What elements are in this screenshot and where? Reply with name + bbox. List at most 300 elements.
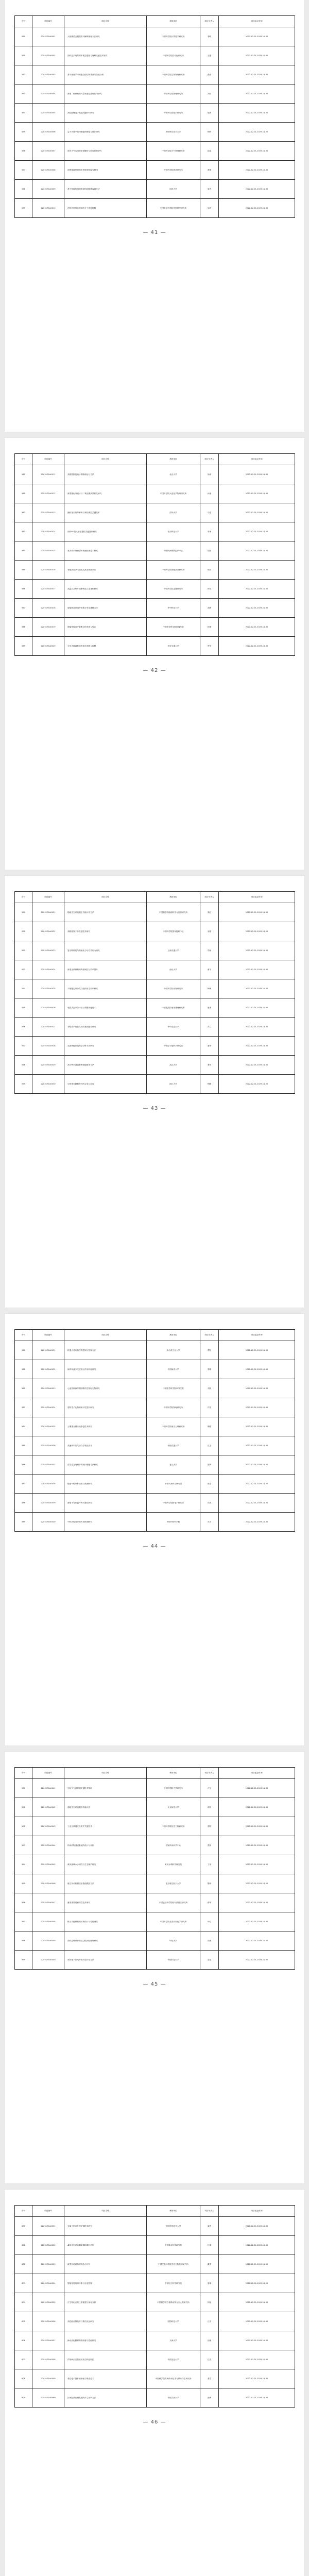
cell-unit: 中国电力科学研究院 [147, 2274, 200, 2293]
cell-seq: 570 [15, 903, 32, 922]
cell-code: 2203171A0011 [32, 465, 64, 484]
cell-unit: 中国科学院古脊椎动物与古人类研究所 [147, 2293, 200, 2312]
cell-period: 2022.12.01-2025.11.30 [219, 1037, 295, 1056]
cell-period: 2022.12.01-2025.11.30 [219, 903, 295, 922]
document-page [5, 438, 304, 870]
cell-title: 心血管疾病早期诊断的生物标志物研究 [64, 1379, 147, 1398]
cell-title: 肿瘤免疫治疗新靶点的发现与验证 [64, 618, 147, 637]
table-row [15, 522, 295, 541]
cell-title: 大规模语言模型的可解释推理方法研究 [64, 27, 147, 46]
cell-seq: 569 [15, 637, 32, 656]
table-header-row [15, 892, 295, 903]
cell-title: 高精度原子钟关键技术研究 [64, 922, 147, 941]
table-header-row [15, 454, 295, 465]
cell-unit: 中国科学院生物物理研究所 [147, 65, 200, 84]
cell-period: 2022.12.01-2025.11.30 [219, 1817, 295, 1836]
header-period: 项目起止时间 [219, 892, 295, 903]
table-row [15, 2312, 295, 2331]
cell-seq: 604 [15, 2293, 32, 2312]
cell-seq: 550 [15, 27, 32, 46]
table-row [15, 1056, 295, 1075]
cell-title: 海水淡化膜材料的制备与性能研究 [64, 2331, 147, 2350]
header-title: 项目名称 [64, 892, 147, 903]
header-code: 项目编号 [32, 2206, 64, 2217]
cell-code: 2203171A0041 [32, 1779, 64, 1798]
cell-seq: 571 [15, 922, 32, 941]
cell-leader: 周杰 [200, 180, 219, 199]
cell-title: 面向6G的太赫兹通信关键器件研究 [64, 522, 147, 541]
cell-leader: 杜娟 [200, 2236, 219, 2255]
cell-period: 2022.12.01-2025.11.30 [219, 1951, 295, 1970]
cell-period: 2022.12.01-2025.11.30 [219, 1379, 295, 1398]
cell-code: 2203171A0032 [32, 1360, 64, 1379]
cell-unit: 中国科学院物理研究所 [147, 1398, 200, 1417]
cell-code: 2203171A0045 [32, 1855, 64, 1874]
table-row [15, 1798, 295, 1817]
cell-title: 城市地下空间开发安全评估方法 [64, 1951, 147, 1970]
cell-unit: 中国原子能科学研究院 [147, 1037, 200, 1056]
cell-seq: 585 [15, 1436, 32, 1455]
cell-unit: 中国科学院长春应用化学研究所 [147, 1912, 200, 1931]
cell-seq: 576 [15, 1018, 32, 1037]
cell-unit: 中国科学院国家授时中心 [147, 922, 200, 941]
cell-period: 2022.12.01-2025.11.30 [219, 922, 295, 941]
cell-unit: 中国医学科学院肿瘤医院 [147, 618, 200, 637]
cell-code: 2203171A0025 [32, 979, 64, 998]
cell-title: 城市大气污染物来源解析与协同控制研究 [64, 142, 147, 161]
cell-leader: 彭霞 [200, 1475, 219, 1494]
cell-leader: 任杰 [200, 2350, 219, 2369]
cell-period: 2022.12.01-2025.11.30 [219, 199, 295, 218]
cell-leader: 萧然 [200, 1056, 219, 1075]
header-title: 项目名称 [64, 1330, 147, 1341]
cell-title: 湿地生态系统服务功能评估 [64, 1798, 147, 1817]
cell-unit: 中国科学院大连化学物理研究所 [147, 484, 200, 503]
document-page [5, 0, 304, 432]
table-row [15, 65, 295, 84]
table-row [15, 1494, 295, 1513]
cell-seq: 554 [15, 104, 32, 123]
cell-title: 地震灾害风险评估与预警关键技术 [64, 998, 147, 1018]
cell-code: 2203171A0047 [32, 1893, 64, 1912]
cell-unit: 中国科学院青藏高原研究所 [147, 561, 200, 580]
cell-seq: 594 [15, 1855, 32, 1874]
cell-code: 2203171A0018 [32, 599, 64, 618]
cell-leader: 姜雪 [200, 2369, 219, 2388]
cell-title: 高性能计算的并行算法优化研究 [64, 2312, 147, 2331]
cell-code: 2203171A0004 [32, 84, 64, 104]
cell-leader: 邓凯 [200, 1379, 219, 1398]
cell-code: 2203171A0034 [32, 1398, 64, 1417]
document-page [5, 2190, 304, 2576]
cell-title: 先进核能系统安全分析方法研究 [64, 1037, 147, 1056]
cell-leader: 沈玉 [200, 1436, 219, 1455]
cell-seq: 551 [15, 46, 32, 65]
cell-seq: 577 [15, 1037, 32, 1056]
cell-seq: 600 [15, 2217, 32, 2236]
cell-code: 2203171A0006 [32, 123, 64, 142]
header-period: 项目起止时间 [219, 16, 295, 27]
cell-title: 土壤重金属污染修复技术研究 [64, 1417, 147, 1436]
header-title: 项目名称 [64, 454, 147, 465]
cell-seq: 595 [15, 1874, 32, 1893]
cell-leader: 韩梅 [200, 979, 219, 998]
cell-unit: 西安交通大学 [147, 637, 200, 656]
cell-title: 面向边缘计算的轻量化神经网络研究 [64, 1931, 147, 1951]
header-code: 项目编号 [32, 16, 64, 27]
cell-code: 2203171A0040 [32, 1513, 64, 1532]
cell-seq: 560 [15, 465, 32, 484]
cell-leader: 魏华 [200, 1874, 219, 1893]
cell-period: 2022.12.01-2025.11.30 [219, 1398, 295, 1417]
cell-period: 2022.12.01-2025.11.30 [219, 142, 295, 161]
cell-unit: 中国地震局地球物理研究所 [147, 998, 200, 1018]
table-row [15, 161, 295, 180]
header-unit: 承担单位 [147, 454, 200, 465]
table-row [15, 1436, 295, 1455]
cell-leader: 曾辉 [200, 1455, 219, 1475]
cell-title: 高性能锂离子电池关键材料研究 [64, 104, 147, 123]
table-header-row [15, 1768, 295, 1779]
cell-code: 2203171A0044 [32, 1836, 64, 1855]
table-row [15, 922, 295, 941]
cell-seq: 574 [15, 979, 32, 998]
cell-leader: 高峰 [200, 599, 219, 618]
table-row [15, 599, 295, 618]
cell-code: 2203171A0060 [32, 2388, 64, 2408]
table-row [15, 903, 295, 922]
table-row [15, 1037, 295, 1056]
table-row [15, 1398, 295, 1417]
cell-seq: 592 [15, 1817, 32, 1836]
cell-code: 2203171A0021 [32, 903, 64, 922]
cell-seq: 609 [15, 2388, 32, 2408]
cell-code: 2203171A0003 [32, 65, 64, 84]
cell-title: 青藏高原冰川变化及其水资源效应 [64, 561, 147, 580]
cell-leader: 吕波 [200, 1494, 219, 1513]
cell-period: 2022.12.01-2025.11.30 [219, 541, 295, 561]
table-row [15, 2369, 295, 2388]
page-number: — 43 — [143, 1106, 166, 1111]
cell-leader: 潘杰 [200, 2217, 219, 2236]
cell-period: 2022.12.01-2025.11.30 [219, 1018, 295, 1037]
cell-period: 2022.12.01-2025.11.30 [219, 503, 295, 522]
cell-unit: 上海交通大学 [147, 941, 200, 960]
page-number: — 42 — [143, 668, 166, 673]
cell-code: 2203171A0029 [32, 1056, 64, 1075]
cell-unit: 中国科学院信息工程研究所 [147, 1817, 200, 1836]
document-page [5, 1314, 304, 1745]
table-row [15, 580, 295, 599]
cell-title: 陆地生态系统碳汇功能评估方法 [64, 903, 147, 922]
cell-period: 2022.12.01-2025.11.30 [219, 1475, 295, 1494]
cell-leader: 何雪 [200, 580, 219, 599]
cell-unit: 国防科技大学 [147, 2312, 200, 2331]
cell-period: 2022.12.01-2025.11.30 [219, 1436, 295, 1455]
table-row [15, 1874, 295, 1893]
cell-unit: 中国气象科学研究院 [147, 1475, 200, 1494]
document-page [5, 1752, 304, 2183]
cell-period: 2022.12.01-2025.11.30 [219, 618, 295, 637]
cell-code: 2203171A0042 [32, 1798, 64, 1817]
cell-code: 2203171A0013 [32, 503, 64, 522]
cell-unit: 中国科学院苏州纳米技术与纳米仿生研究所 [147, 2369, 200, 2388]
cell-unit: 中国人民大学 [147, 2388, 200, 2408]
cell-code: 2203171A0002 [32, 46, 64, 65]
header-seq: 序号 [15, 16, 32, 27]
cell-period: 2022.12.01-2025.11.30 [219, 1836, 295, 1855]
cell-leader: 阎涛 [200, 1931, 219, 1951]
table-row [15, 503, 295, 522]
cell-title: 新型催化剂设计与二氧化碳高效转化研究 [64, 484, 147, 503]
table-header-row [15, 1330, 295, 1341]
cell-seq: 552 [15, 65, 32, 84]
cell-title: 畜禽重要疫病防控技术研究 [64, 1893, 147, 1912]
cell-code: 2203171A0012 [32, 484, 64, 503]
table-row [15, 998, 295, 1018]
cell-title: 区域经济协调发展的计量分析方法 [64, 2388, 147, 2408]
cell-code: 2203171A0043 [32, 1817, 64, 1836]
cell-leader: 丁伟 [200, 1855, 219, 1874]
cell-period: 2022.12.01-2025.11.30 [219, 1779, 295, 1798]
project-table [14, 1767, 295, 1970]
cell-period: 2022.12.01-2025.11.30 [219, 1893, 295, 1912]
cell-unit: 西南交通大学 [147, 1436, 200, 1455]
header-seq: 序号 [15, 1768, 32, 1779]
cell-code: 2203171A0020 [32, 637, 64, 656]
cell-unit: 中国科学院力学研究所 [147, 1779, 200, 1798]
cell-leader: 吴婷 [200, 199, 219, 218]
cell-code: 2203171A0010 [32, 199, 64, 218]
cell-period: 2022.12.01-2025.11.30 [219, 2293, 295, 2312]
cell-leader: 田敏 [200, 2331, 219, 2350]
cell-leader: 黄敏 [200, 161, 219, 180]
table-row [15, 2236, 295, 2255]
cell-unit: 中国科学院地理科学与资源研究所 [147, 903, 200, 922]
cell-unit: 中国农业大学 [147, 2350, 200, 2369]
table-row [15, 1455, 295, 1475]
header-leader: 项目负责人 [200, 454, 219, 465]
header-unit: 承担单位 [147, 16, 200, 27]
cell-leader: 许悦 [200, 1398, 219, 1417]
cell-unit: 中国科学院化学研究所 [147, 104, 200, 123]
cell-leader: 杨帆 [200, 123, 219, 142]
cell-period: 2022.12.01-2025.11.30 [219, 84, 295, 104]
cell-title: 海洋环流多尺度相互作用机理研究 [64, 1360, 147, 1379]
cell-period: 2022.12.01-2025.11.30 [219, 2236, 295, 2255]
cell-leader: 郑雨 [200, 941, 219, 960]
cell-seq: 582 [15, 1379, 32, 1398]
cell-period: 2022.12.01-2025.11.30 [219, 2369, 295, 2388]
cell-leader: 孙丽 [200, 484, 219, 503]
cell-code: 2203171A0026 [32, 998, 64, 1018]
cell-period: 2022.12.01-2025.11.30 [219, 2331, 295, 2350]
cell-seq: 580 [15, 1341, 32, 1360]
cell-seq: 593 [15, 1836, 32, 1855]
cell-seq: 578 [15, 1056, 32, 1075]
cell-unit: 浙江大学 [147, 1075, 200, 1094]
cell-title: 新型半导体器件的可靠性研究 [64, 1494, 147, 1513]
cell-seq: 556 [15, 142, 32, 161]
cell-code: 2203171A0031 [32, 1341, 64, 1360]
cell-title: 高维数据的统计推断理论与方法 [64, 465, 147, 484]
cell-title: 基于智能传感的桥梁结构健康监测方法 [64, 180, 147, 199]
cell-leader: 李明 [200, 27, 219, 46]
cell-seq: 601 [15, 2236, 32, 2255]
cell-leader: 蒋莉 [200, 1798, 219, 1817]
cell-code: 2203171A0053 [32, 2255, 64, 2274]
cell-period: 2022.12.01-2025.11.30 [219, 2312, 295, 2331]
cell-unit: 中国林业科学研究院 [147, 2236, 200, 2255]
cell-seq: 572 [15, 941, 32, 960]
cell-code: 2203171A0050 [32, 1951, 64, 1970]
cell-unit: 中国科学院微电子研究所 [147, 1494, 200, 1513]
cell-leader: 罗军 [200, 637, 219, 656]
cell-title: 柔性电子器件的制备与集成技术 [64, 2369, 147, 2388]
cell-unit: 中国科学院物理研究所 [147, 84, 200, 104]
cell-unit: 中国科学院南京土壤研究所 [147, 1417, 200, 1436]
cell-code: 2203171A0009 [32, 180, 64, 199]
table-row [15, 1779, 295, 1798]
table-row [15, 1475, 295, 1494]
cell-title: 重大传染病病原体快速检测技术研究 [64, 541, 147, 561]
header-unit: 承担单位 [147, 1330, 200, 1341]
cell-title: 空间引力波探测关键技术预研 [64, 1779, 147, 1798]
cell-leader: 汪洋 [200, 2312, 219, 2331]
cell-leader: 徐涛 [200, 465, 219, 484]
cell-unit: 黄河水利科学研究院 [147, 1855, 200, 1874]
cell-period: 2022.12.01-2025.11.30 [219, 2388, 295, 2408]
table-row [15, 1379, 295, 1398]
table-row [15, 637, 295, 656]
table-row [15, 1912, 295, 1931]
cell-title: 纳米药物递送系统的设计与评价 [64, 1836, 147, 1855]
cell-seq: 608 [15, 2369, 32, 2388]
header-leader: 项目负责人 [200, 2206, 219, 2217]
cell-code: 2203171A0016 [32, 561, 64, 580]
cell-code: 2203171A0057 [32, 2331, 64, 2350]
cell-period: 2022.12.01-2025.11.30 [219, 1056, 295, 1075]
cell-seq: 598 [15, 1931, 32, 1951]
cell-unit: 中国医学科学院阜外医院 [147, 1379, 200, 1398]
cell-period: 2022.12.01-2025.11.30 [219, 27, 295, 46]
cell-unit: 华中科技大学 [147, 599, 200, 618]
table-row [15, 484, 295, 503]
cell-leader: 朱琳 [200, 522, 219, 541]
cell-period: 2022.12.01-2025.11.30 [219, 1912, 295, 1931]
cell-code: 2203171A0037 [32, 1455, 64, 1475]
cell-leader: 苏芳 [200, 1513, 219, 1532]
page-number: — 45 — [143, 1981, 166, 1987]
cell-seq: 584 [15, 1417, 32, 1436]
header-unit: 承担单位 [147, 1768, 200, 1779]
cell-period: 2022.12.01-2025.11.30 [219, 65, 295, 84]
cell-title: 基于深度学习的蛋白质结构预测与功能分析 [64, 65, 147, 84]
cell-title: 航空发动机燃烧室数值模拟方法 [64, 1874, 147, 1893]
cell-title: 作物病虫害智能识别与绿色防控 [64, 2350, 147, 2369]
cell-title: 黄河流域水沙调控与生态保护研究 [64, 1855, 147, 1874]
cell-period: 2022.12.01-2025.11.30 [219, 580, 295, 599]
header-seq: 序号 [15, 892, 32, 903]
table-row [15, 541, 295, 561]
cell-unit: 中国医学科学院医药生物技术研究所 [147, 2255, 200, 2274]
cell-leader: 袁晴 [200, 1360, 219, 1379]
table-row [15, 979, 295, 998]
cell-period: 2022.12.01-2025.11.30 [219, 2217, 295, 2236]
table-row [15, 123, 295, 142]
cell-title: 水稻高产优质性状的基因组学研究 [64, 1018, 147, 1037]
cell-code: 2203171A0056 [32, 2312, 64, 2331]
cell-leader: 戴勇 [200, 2255, 219, 2274]
cell-title: 极端气候事件归因与预测研究 [64, 1475, 147, 1494]
cell-code: 2203171A0008 [32, 161, 64, 180]
cell-code: 2203171A0059 [32, 2369, 64, 2388]
cell-title: 稀土功能材料的结构设计与性能调控 [64, 1912, 147, 1931]
header-title: 项目名称 [64, 2206, 147, 2217]
project-table [14, 15, 295, 218]
header-code: 项目编号 [32, 454, 64, 465]
cell-title: 智能制造系统中的数字孪生建模方法 [64, 599, 147, 618]
table-row [15, 960, 295, 979]
header-title: 项目名称 [64, 1768, 147, 1779]
table-row [15, 180, 295, 199]
cell-seq: 581 [15, 1360, 32, 1379]
table-row [15, 1855, 295, 1874]
cell-seq: 579 [15, 1075, 32, 1094]
cell-title: 新型光伏材料的界面调控与效率提升 [64, 960, 147, 979]
project-table [14, 891, 295, 1094]
cell-leader: 卢东 [200, 1779, 219, 1798]
cell-seq: 588 [15, 1494, 32, 1513]
cell-unit: 中国科学技术大学 [147, 2217, 200, 2236]
table-row [15, 104, 295, 123]
table-row [15, 46, 295, 65]
cell-seq: 562 [15, 503, 32, 522]
table-row [15, 2293, 295, 2312]
table-row [15, 1817, 295, 1836]
cell-seq: 564 [15, 541, 32, 561]
table-row [15, 1951, 295, 1970]
header-period: 项目起止时间 [219, 2206, 295, 2217]
cell-title: 超导量子比特的相干性提升研究 [64, 1398, 147, 1417]
header-code: 项目编号 [32, 1330, 64, 1341]
page-number: — 41 — [143, 230, 166, 235]
cell-seq: 563 [15, 522, 32, 541]
cell-code: 2203171A0039 [32, 1494, 64, 1513]
cell-seq: 558 [15, 180, 32, 199]
cell-unit: 南京大学 [147, 960, 200, 979]
table-header-row [15, 16, 295, 27]
cell-code: 2203171A0033 [32, 1379, 64, 1398]
table-row [15, 1360, 295, 1379]
cell-unit: 中国科学院金属研究所 [147, 580, 200, 599]
cell-leader: 陈静 [200, 104, 219, 123]
cell-leader: 范峰 [200, 2388, 219, 2408]
cell-leader: 蔡明 [200, 1817, 219, 1836]
cell-title: 中药活性成分的作用机制研究 [64, 1513, 147, 1532]
table-row [15, 2255, 295, 2274]
cell-period: 2022.12.01-2025.11.30 [219, 998, 295, 1018]
table-row [15, 2217, 295, 2236]
table-row [15, 27, 295, 46]
cell-seq: 589 [15, 1513, 32, 1532]
cell-unit: 天津大学 [147, 2331, 200, 2350]
cell-period: 2022.12.01-2025.11.30 [219, 46, 295, 65]
cell-code: 2203171A0052 [32, 2236, 64, 2255]
cell-period: 2022.12.01-2025.11.30 [219, 1341, 295, 1360]
cell-seq: 561 [15, 484, 32, 503]
cell-unit: 北京大学 [147, 465, 200, 484]
